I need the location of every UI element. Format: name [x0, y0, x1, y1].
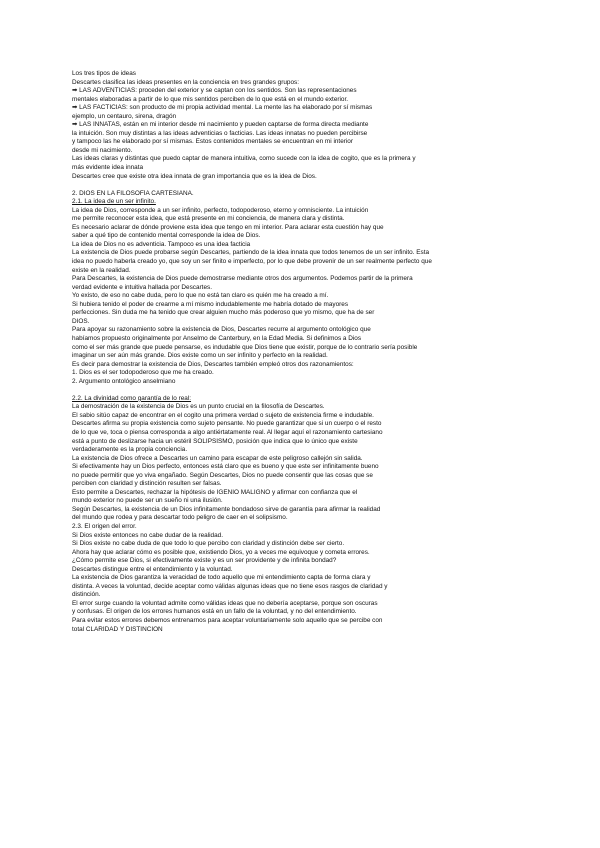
text-line: verdaderamente es la propia conciencia. [72, 446, 188, 454]
text-line: Yo existo, de eso no cabe duda, pero lo que no está tan claro es quién me ha creado a mí. [72, 292, 329, 300]
text-line: idea no puedo haberla creado yo, que soy un ser finito e imperfecto, por lo que debe provenir de un ser realmente perfecto que [72, 258, 432, 266]
text-line: El sabio sitúo capaz de encontrar en el cogito una primera verdad o sujeto de existencia firme e indudable. [72, 411, 374, 419]
text-line: total CLARIDAD Y DISTINCIÓN [72, 625, 163, 633]
text-line: habíamos propuesto originalmente por Anselmo de Canterbury, en la Edad Media. Si definimos a Dios [72, 334, 362, 342]
text-line: de lo que ve, toca o piensa corresponda a algo antiértatamente real. Al llegar aquí el razonamiento cartesiano [72, 428, 383, 436]
text-line: está a punto de deslizarse hacia un estéril SOLIPSISMO, posición que indica que lo único que existe [72, 437, 358, 445]
text-line: del mundo que rodea y para descartar todo peligro de caer en el solipsismo. [72, 514, 288, 522]
text-line: Las ideas claras y distintas que puedo captar de manera intuitiva, como sucede con la idea de cogito, que es la primera y [72, 155, 416, 163]
text-line: ➡ LAS INNATAS, están en mi interior desde mi nacimiento y pueden captarse de forma directa mediante [72, 121, 369, 129]
text-line: La existencia de Dios ofrece a Descartes un camino para escapar de este peligroso callejón sin salida. [72, 454, 363, 462]
text-line: Esto permite a Descartes, rechazar la hipótesis de IGENIO MALIGNO y afirmar con confianza que el [72, 488, 358, 496]
text-line: existe en la realidad. [72, 266, 131, 274]
text-line: 1. Dios es el ser todopoderoso que me ha creado. [72, 369, 214, 377]
document-page [72, 70, 532, 634]
paragraph-gap [72, 181, 532, 190]
text-line: Si hubiera tenido el poder de crearme a mí mismo indudablemente me habría dotado de mayores [72, 300, 349, 308]
text-line: Según Descartes, la existencia de un Dios infinitamente bondadoso sirve de garantía para afirmar la realidad [72, 505, 381, 513]
text-line: ¿Cómo permite ese Dios, si efectivamente existe y es un ser providente y de infinita bondad? [72, 557, 337, 565]
text-line: La existencia de Dios garantiza la veracidad de todo aquello que mi entendimiento capta de forma clara y [72, 574, 371, 582]
text-line: DIOS. [72, 317, 90, 325]
text-line: 2. DIOS EN LA FILOSOFÍA CARTESIANA. [72, 189, 194, 197]
text-line: y confusas. El origen de los errores humanos está en un fallo de la voluntad, y no del entendimiento. [72, 608, 357, 616]
text-line: Para evitar estos errores debemos entrenarnos para aceptar voluntariamente solo aquello que se percibe con [72, 617, 383, 624]
text-line: ejemplo, un centauro, sirena, dragón [72, 112, 177, 120]
text-line: verdad evidente e intuitiva hallada por Descartes. [72, 283, 212, 291]
text-line: la intuición. Son muy distintas a las ideas adventicias o facticias. Las ideas innatas no pueden percibirse [72, 129, 368, 137]
text-line: Es necesario aclarar de dónde proviene esta idea que tengo en mi interior. Para aclarar esta cuestión hay que [72, 223, 384, 231]
text-line: Es decir para demostrar la existencia de Dios, Descartes también empleó otros dos razonamientos: [72, 360, 354, 368]
text-line: imaginar un ser aún más grande. Dios existe como un ser infinito y perfecto en la realidad. [72, 352, 328, 360]
text-line: ➡ LAS ADVENTICIAS: proceden del exterior y se captan con los sentidos. Son las representaciones [72, 87, 357, 95]
text-line: distinta. A veces la voluntad, decide aceptar como válidas algunas ideas que no tiene esos rasgos de claridad y [72, 582, 388, 590]
text-line: perciben con claridad y distinción resulten ser falsas. [72, 480, 222, 488]
text-line: 2.3. El origen del error. [72, 522, 137, 530]
text-line: ➡ LAS FACTICIAS: son producto de mi propia actividad mental. La mente las ha elaborado por sí mismas [72, 104, 373, 112]
text-line: Descartes clasifica las ideas presentes en la conciencia en tres grandes grupos: [72, 78, 299, 86]
text-line: mentales elaboradas a partir de lo que mis sentidos perciben de lo que está en el mundo exterior. [72, 95, 349, 103]
text-line: y tampoco las he elaborado por sí mismas. Estos contenidos mentales se encuentran en mi interior [72, 138, 353, 146]
text-line: La idea de Dios, corresponde a un ser infinito, perfecto, todopoderoso, eterno y omnisciente. La intuición [72, 206, 369, 214]
text-line: perfecciones. Sin duda me ha tenido que crear alguien mucho más poderoso que yo mismo, que ha de ser [72, 309, 375, 317]
text-line: Si Dios existe entonces no cabe dudar de la realidad. [72, 531, 223, 539]
text-line: La existencia de Dios puede probarse según Descartes, partiendo de la idea innata que todos tenemos de un ser infinito. Esta [72, 249, 430, 257]
text-line: mundo exterior no puede ser un sueño ni una ilusión. [72, 497, 223, 505]
text-line: La idea de Dios no es adventicia. Tampoco es una idea facticia [72, 240, 251, 248]
text-line: Para Descartes, la existencia de Dios puede demostrarse mediante otros dos argumentos. Podemos partir de la primera [72, 275, 413, 283]
text-line: La demostración de la existencia de Dios es un punto crucial en la filosofía de Descartes. [72, 403, 325, 411]
text-line: 2.1. La idea de un ser infinito. [72, 198, 156, 206]
text-line: Ahora hay que aclarar cómo es posible que, existiendo Dios, yo a veces me equivoque y cometa errores. [72, 548, 370, 556]
text-line: Descartes cree que existe otra idea innata de gran importancia que es la idea de Dios. [72, 172, 317, 180]
text-line: Los tres tipos de ideas [72, 70, 136, 77]
text-line: saber a qué tipo de contenido mental corresponde la idea de Dios. [72, 232, 261, 240]
text-line: más evidente idea innata [72, 164, 144, 172]
text-line: El error surge cuando la voluntad admite como válidas ideas que no debería aceptarse, porque son oscuras [72, 599, 378, 607]
text-line: 2. Argumento ontológico anselmiano [72, 377, 176, 385]
text-line: me permite reconocer esta idea, que está presente en mi conciencia, de manera clara y distinta. [72, 215, 345, 223]
text-line: como el ser más grande que puede pensarse, es indudable que Dios tiene que existir, porque de lo contrario sería posible [72, 343, 418, 351]
text-line: Si Dios existe no cabe duda de que todo lo que percibo con claridad y distinción debe ser cierto. [72, 540, 345, 548]
text-line: Para apoyar su razonamiento sobre la existencia de Dios, Descartes recurre al argumento ontológico que [72, 326, 371, 334]
text-line: Si efectivamente hay un Dios perfecto, entonces está claro que es bueno y que este ser infinitamente bueno [72, 463, 379, 471]
text-line: distinción. [72, 591, 101, 599]
text-line: no puede permitir que yo viva engañado. Según Descartes, Dios no puede consentir que las cosas que se [72, 471, 373, 479]
paragraph-gap [72, 386, 532, 395]
text-line: 2.2. La divinidad como garantía de lo real: [72, 394, 192, 402]
text-line: Descartes afirma su propia existencia como sujeto pensante. No puede garantizar que si un cuerpo o el resto [72, 420, 382, 428]
text-line: Descartes distingue entre el entendimiento y la voluntad. [72, 565, 233, 573]
text-line: desde mi nacimiento. [72, 146, 133, 154]
